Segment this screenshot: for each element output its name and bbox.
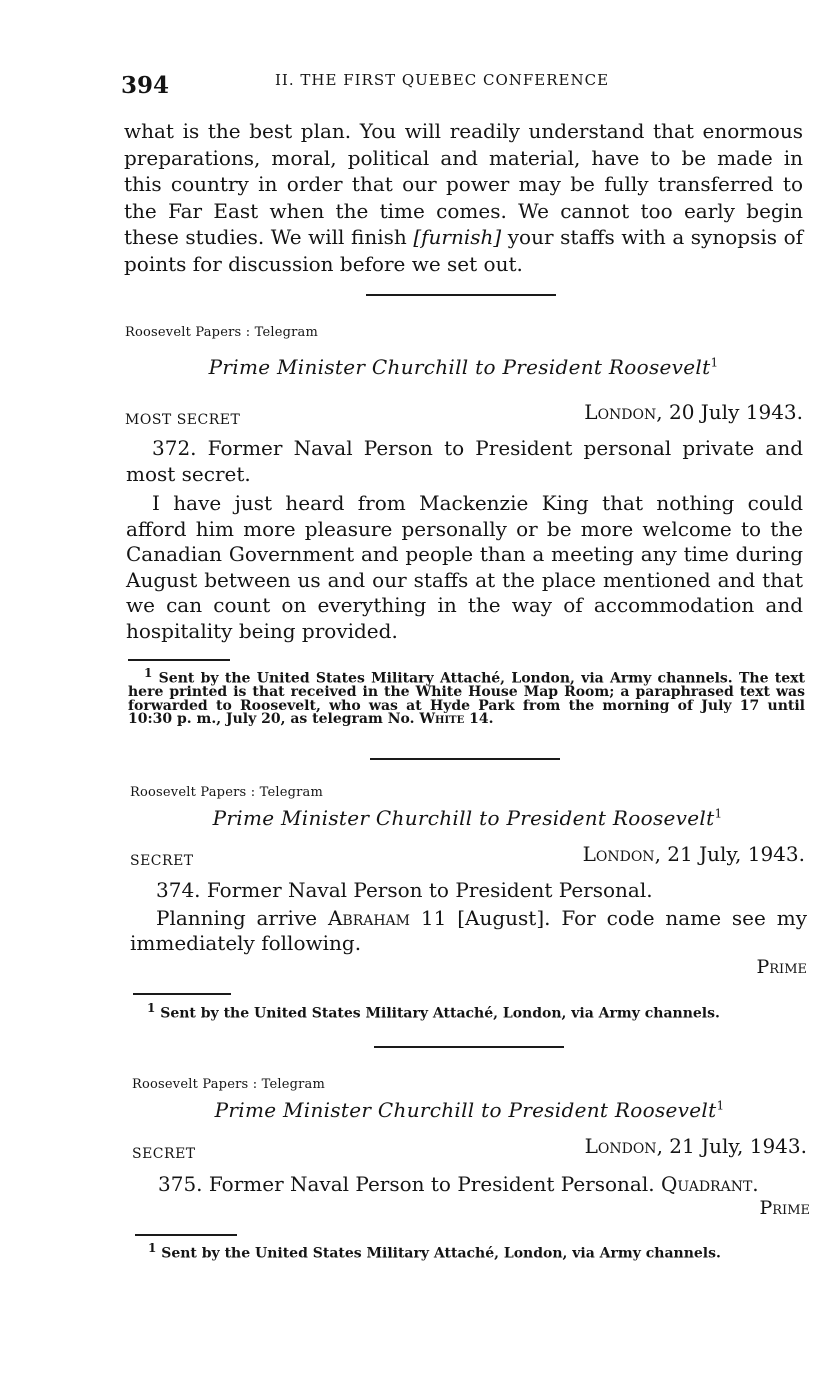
message-body — [126, 436, 803, 644]
signature: Prime — [756, 956, 807, 978]
dateline-date: , 21 July, 1943. — [656, 1134, 807, 1158]
code-word: Abraham — [327, 905, 411, 930]
telegram-code: White — [419, 711, 465, 728]
classification: SECRET — [132, 1146, 196, 1162]
document-heading: Prime Minister Churchill to President Roosevelt$^1$ — [208, 355, 719, 379]
footnote-marker: 1 — [714, 806, 723, 821]
dateline-place: London — [584, 400, 657, 424]
footnote-rule — [135, 1234, 237, 1236]
page-number: 394 — [121, 72, 170, 99]
message-paragraph: 374. Former Naval Person to President Personal. — [156, 878, 653, 902]
source-note: Roosevelt Papers : Telegram — [125, 325, 319, 340]
editorial-correction: [furnish] — [413, 225, 502, 249]
message-paragraph: Planning arrive Abraham 11 [August]. For code name see my immediately following. — [130, 905, 807, 955]
footnote: 1 Sent by the United States Military Attaché, London, via Army channels. — [148, 1241, 721, 1262]
continuation-paragraph — [124, 118, 803, 277]
footnote-number: 1 — [144, 666, 153, 680]
continuation-text-end: your staffs with a synopsis of points for discussion before we set out. — [124, 225, 804, 276]
dateline — [583, 842, 805, 866]
running-head: II. THE FIRST QUEBEC CONFERENCE — [275, 71, 610, 89]
document-heading: Prime Minister Churchill to President Roosevelt$^1$ — [214, 1098, 725, 1122]
footnote-number: 1 — [148, 1241, 157, 1255]
dateline — [584, 400, 803, 424]
source-note: Roosevelt Papers : Telegram — [132, 1077, 326, 1092]
footnote: 1 Sent by the United States Military Attaché, London, via Army channels. — [147, 1001, 720, 1022]
message-body — [130, 878, 807, 957]
message-body — [132, 1172, 809, 1198]
message-paragraph: I have just heard from Mackenzie King that nothing could afford him more pleasure personally or be more welcome to the Canadian Government and people than a meeting any time during August between us and our staffs at the place mentioned and that we can count on everything in the way of accommodation and hospitality being provided. — [126, 491, 803, 643]
section-divider — [374, 1046, 564, 1048]
section-divider — [366, 294, 556, 296]
dateline-place: London — [584, 1134, 657, 1158]
footnote-marker: 1 — [716, 1098, 725, 1113]
dateline-date: , 21 July, 1943. — [654, 842, 805, 866]
footnote-marker: 1 — [710, 355, 719, 370]
classification: MOST SECRET — [125, 412, 241, 428]
classification: SECRET — [130, 853, 194, 869]
dateline — [585, 1134, 807, 1158]
footnote-rule — [128, 659, 230, 661]
section-divider — [370, 758, 560, 760]
footnote-number: 1 — [147, 1001, 156, 1015]
source-note: Roosevelt Papers : Telegram — [130, 785, 324, 800]
footnote-rule — [133, 993, 231, 995]
signature: Prime — [759, 1197, 810, 1219]
code-word: Quadrant. — [660, 1172, 759, 1196]
message-paragraph: 372. Former Naval Person to President personal private and most secret. — [126, 436, 803, 486]
footnote: 1 Sent by the United States Military Attaché, London, via Army channels. The text here printed is that received in the White House Map Room; a paraphrased text was forwarded to Roosevelt, who was at Hyde Park from the morning of July 17 until 10:30 p. m., July 20, as telegram No. White 14. — [128, 666, 805, 728]
document-heading: Prime Minister Churchill to President Roosevelt$^1$ — [212, 806, 723, 830]
continuation-text: what is the best plan. You will readily understand that enormous preparations, moral, political and material, have to be made in this country in order that our power may be fully transferred to the Far East when the time comes. We cannot too early begin these studies. We will finish — [124, 119, 803, 249]
message-paragraph: 375. Former Naval Person to President Personal. Quadrant. — [158, 1172, 759, 1196]
dateline-place: London — [582, 842, 655, 866]
dateline-date: , 20 July 1943. — [656, 400, 803, 424]
